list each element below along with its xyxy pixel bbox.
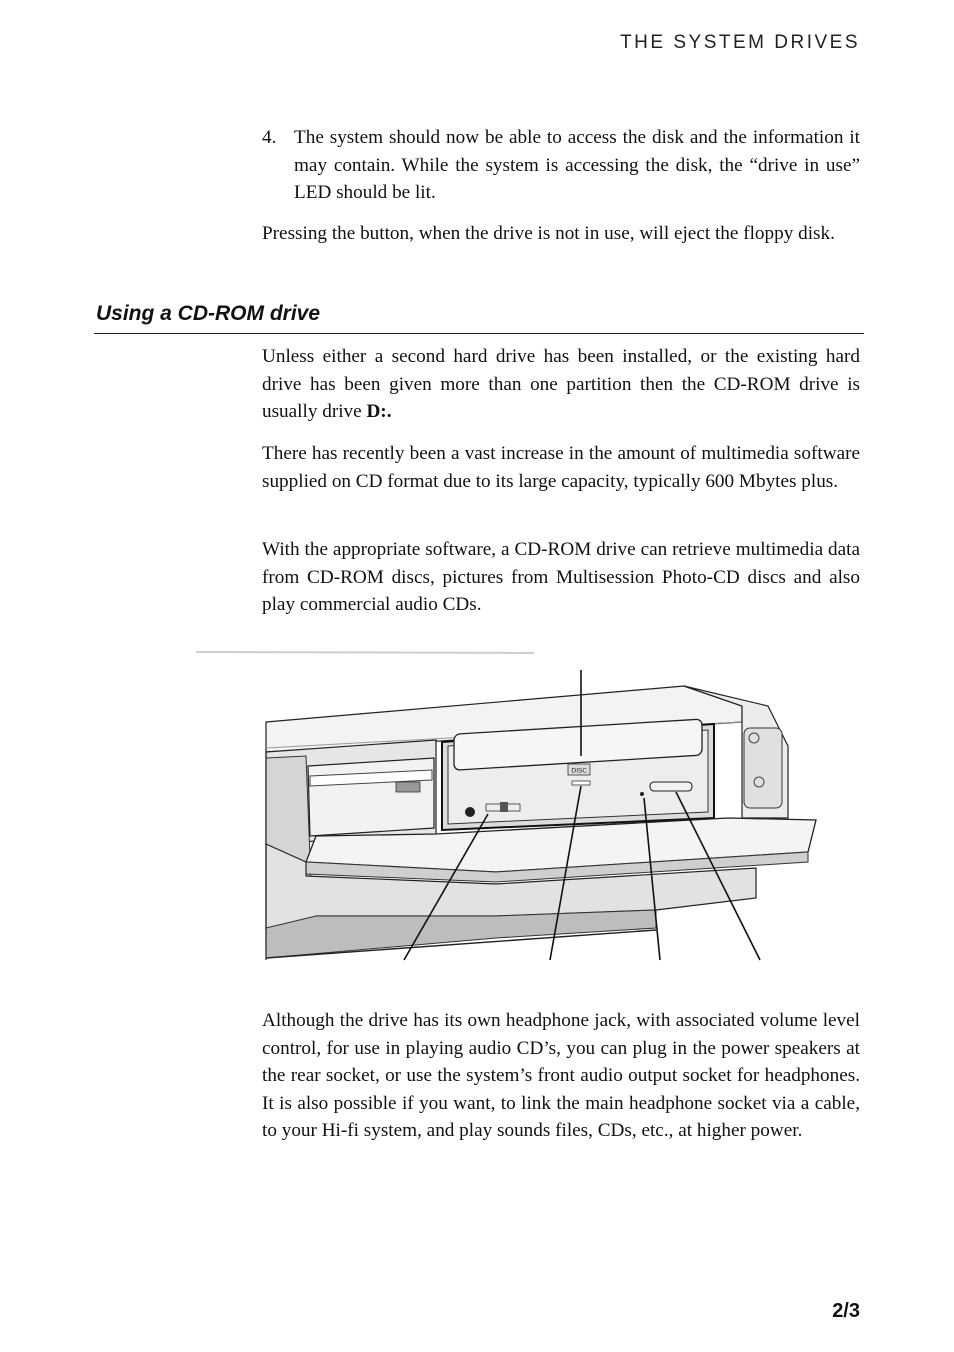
drive-letter: D:.: [366, 401, 392, 423]
step-number: 4.: [262, 127, 277, 148]
list-item-step-4: [262, 124, 860, 207]
cdrom-paragraph-2: There has recently been a vast increase in the amount of multimedia software supplied on CD format due to its large capacity, typically 600 Mbytes plus.: [262, 443, 860, 492]
para1-text: Unless either a second hard drive has been installed, or the existing hard drive has been given more than one partition then the CD-ROM drive is usually drive: [262, 346, 860, 423]
section-heading: Using a CD-ROM drive: [96, 302, 321, 325]
cdrom-paragraph-1-block: [262, 343, 860, 426]
cdrom-paragraph-2-block: [262, 440, 860, 495]
cdrom-paragraph-4-block: [262, 1007, 860, 1145]
cdrom-paragraph-4: Although the drive has its own headphone jack, with associated volume level control, for use in playing audio CD’s, you can plug in the power speakers at the rear socket, or use the system’s front audio output socket for headphones. It is also possible if you want, to link the main headphone socket via a cable, to your Hi-fi system, and play sounds files, CDs, etc., at higher power.: [262, 1010, 860, 1142]
cdrom-drive-illustration: [196, 648, 820, 964]
eject-paragraph-block: [262, 220, 860, 248]
cdrom-paragraph-3-block: [262, 536, 860, 619]
cdrom-paragraph-3: With the appropriate software, a CD-ROM drive can retrieve multimedia data from CD-ROM discs, pictures from Multisession Photo-CD discs and also play commercial audio CDs.: [262, 539, 860, 616]
eject-paragraph: Pressing the button, when the drive is not in use, will eject the floppy disk.: [262, 223, 835, 244]
step-text: The system should now be able to access the disk and the information it may contain. While the system is accessing the disk, the “drive in use” LED should be lit.: [294, 127, 860, 204]
running-head: THE SYSTEM DRIVES: [620, 32, 860, 53]
disc-logo: DISC: [571, 766, 587, 775]
section-rule: [94, 333, 864, 334]
cdrom-paragraph-1: [262, 343, 860, 426]
page-number: 2/3: [832, 1300, 860, 1322]
cdrom-drive-drawing: [196, 648, 820, 964]
